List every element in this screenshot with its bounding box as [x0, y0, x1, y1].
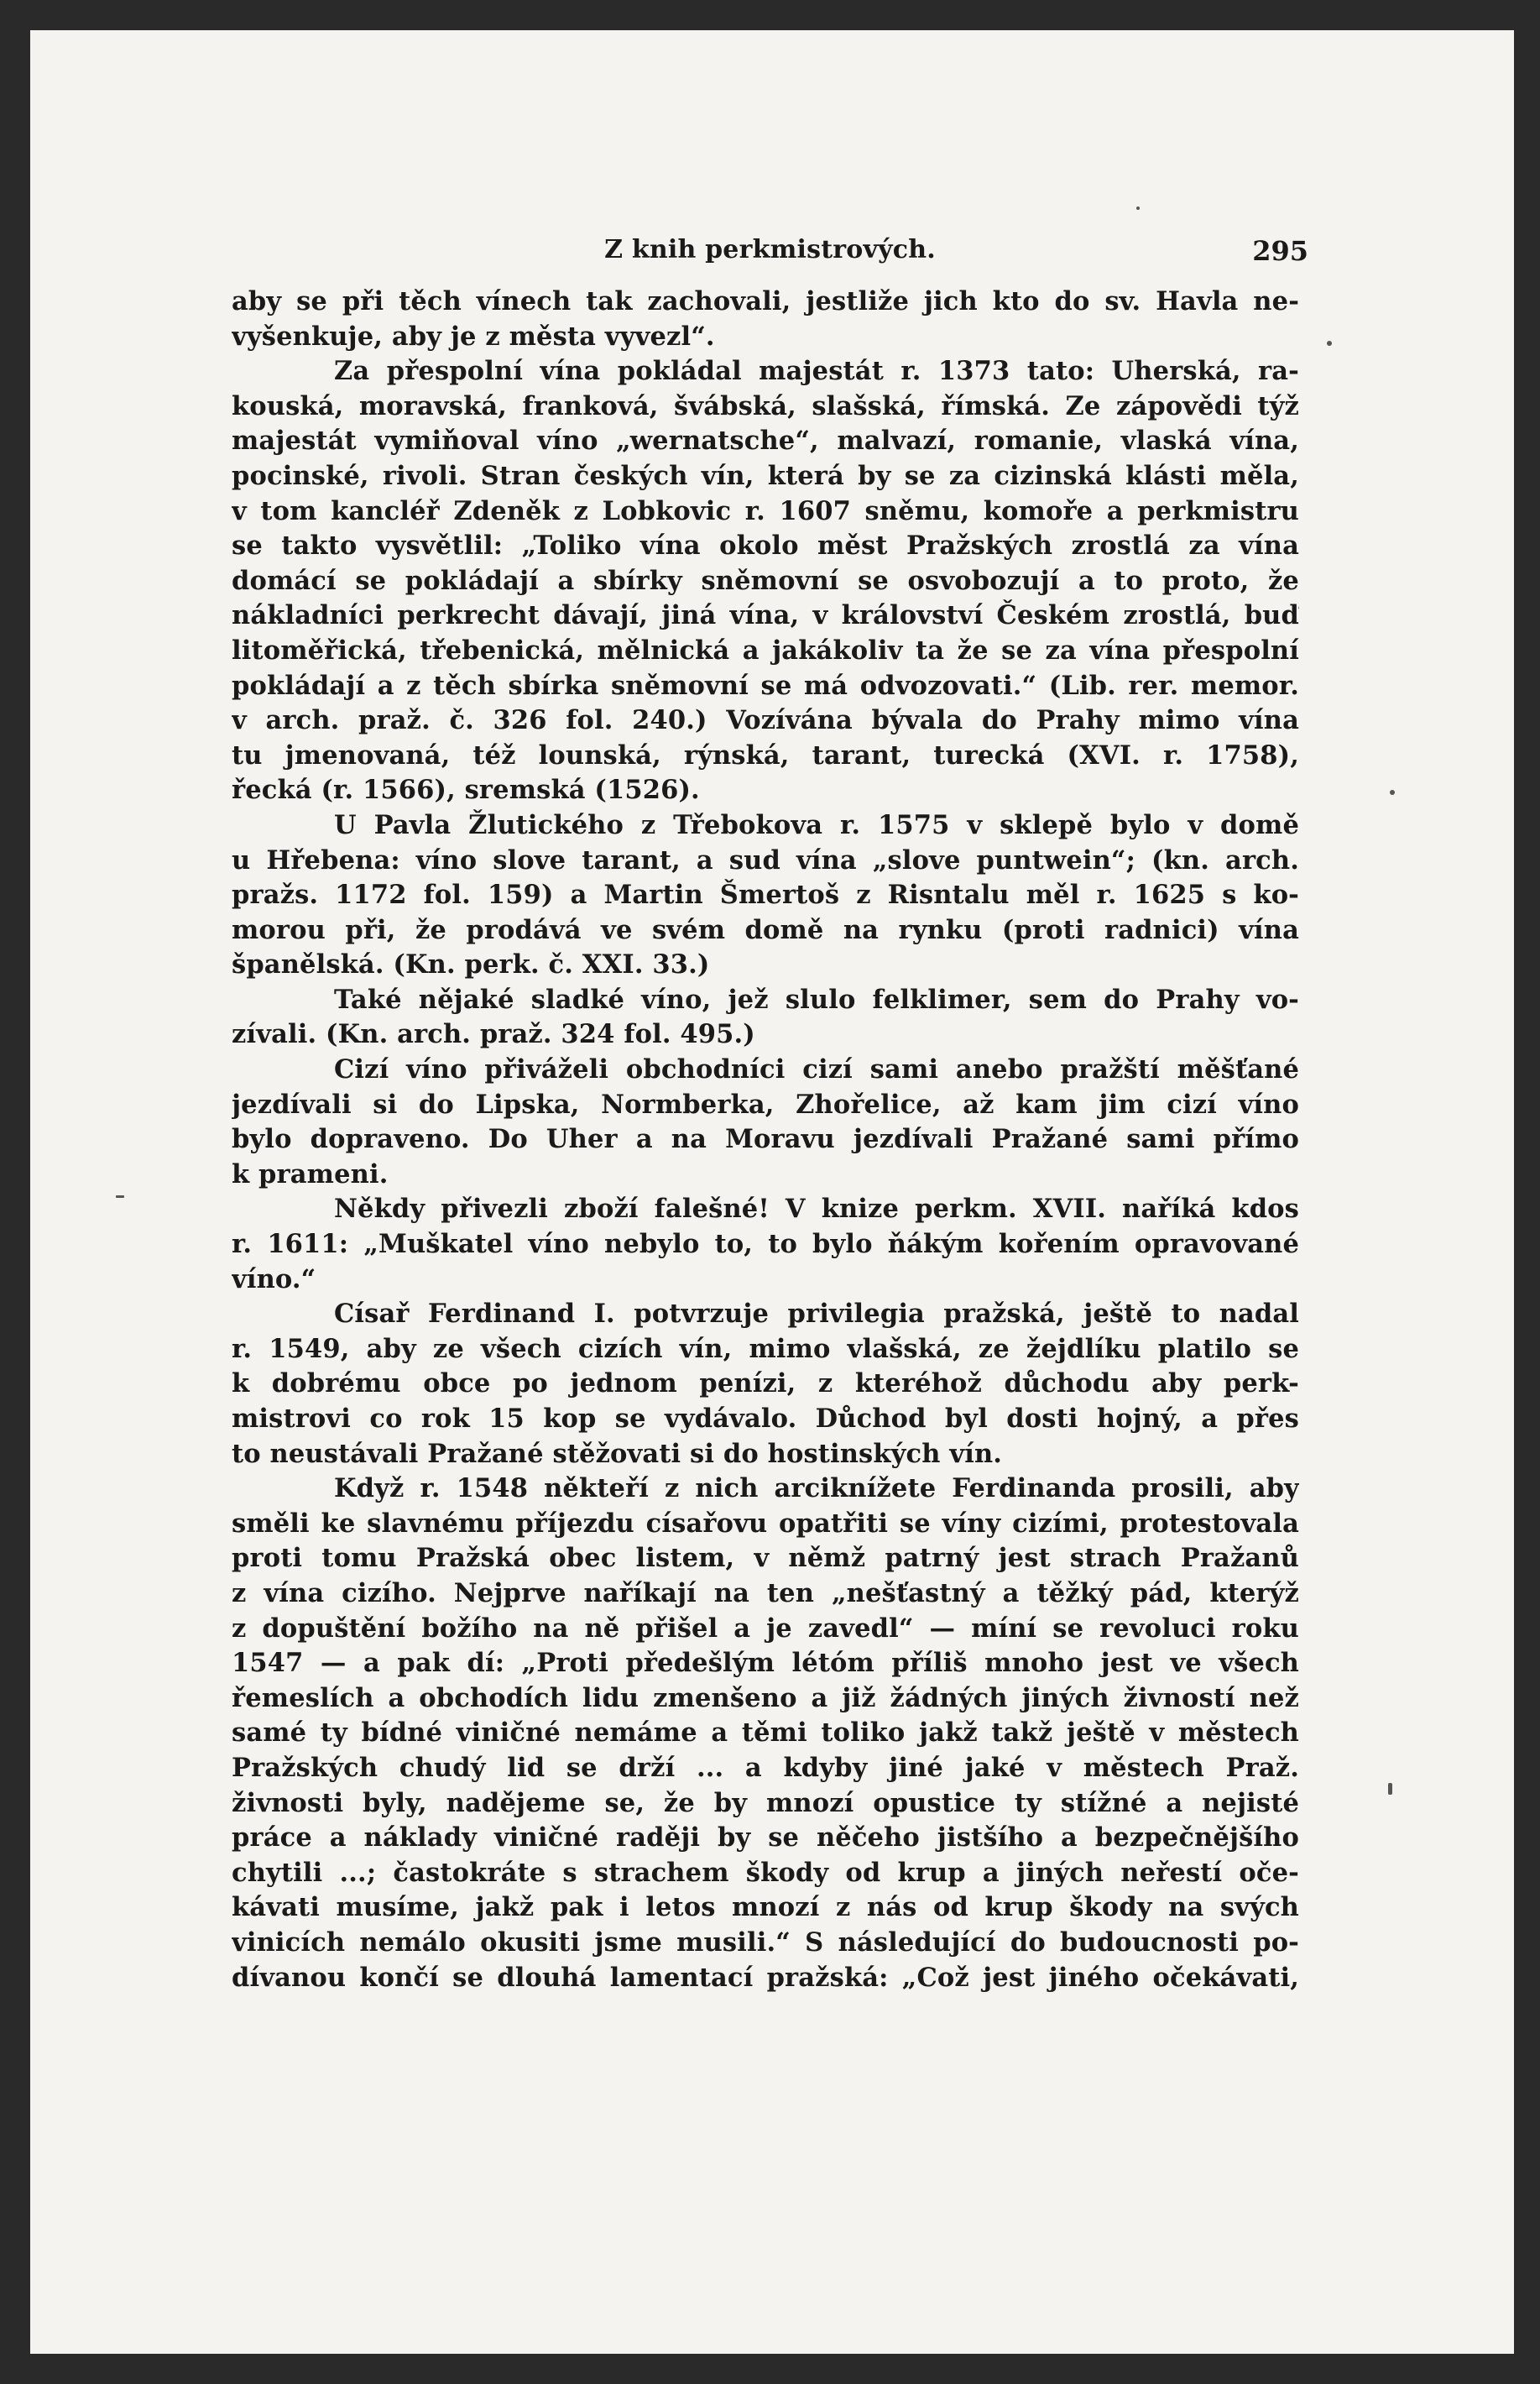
print-speck: [1388, 1783, 1392, 1795]
print-speck: [116, 1195, 124, 1198]
text-line: tu jmenovaná, též lounská, rýnská, tarant, turecká (XVI. r. 1758),: [232, 740, 1299, 771]
body-text: [232, 285, 1299, 1995]
book-page: [30, 30, 1514, 2354]
print-speck: [1390, 790, 1395, 795]
text-line: Pražských chudý lid se drží ... a kdyby jiné jaké v městech Praž.: [232, 1752, 1299, 1783]
text-line: řecká (r. 1566), sremská (1526).: [232, 775, 700, 806]
text-line: domácí se pokládají a sbírky sněmovní se osvobozují a to proto, že: [232, 565, 1299, 596]
text-line: u Hřebena: víno slove tarant, a sud vína „slove puntwein“; (kn. arch.: [232, 844, 1299, 876]
text-line: v arch. praž. č. 326 fol. 240.) Vozívána bývala do Prahy mimo vína: [232, 705, 1299, 736]
text-line: vinicích nemálo okusiti jsme musili.“ S následující do budoucnosti po-: [232, 1927, 1299, 1958]
text-line: litoměřická, třebenická, mělnická a jakákoliv ta že se za vína přespolní: [232, 635, 1299, 666]
text-line: r. 1549, aby ze všech cizích vín, mimo vlašská, ze žejdlíku platilo se: [232, 1333, 1299, 1364]
print-speck: [1327, 341, 1332, 346]
text-line: pokládají a z těch sbírka sněmovní se má odvozovati.“ (Lib. rer. memor.: [232, 670, 1299, 701]
text-line: Někdy přivezli zboží falešné! V knize perkm. XVII. naříká kdos: [334, 1194, 1299, 1225]
text-line: jezdívali si do Lipska, Normberka, Zhořelice, až kam jim cizí víno: [232, 1089, 1299, 1120]
text-line: samé ty bídné viničné nemáme a těmi toliko jakž takž ještě v městech: [232, 1717, 1299, 1749]
text-line: víno.“: [232, 1263, 316, 1294]
text-line: pocinské, rivoli. Stran českých vín, která by se za cizinská klásti měla,: [232, 460, 1299, 491]
text-line: k dobrému obce po jednom penízi, z kteréhož důchodu aby perk-: [232, 1368, 1299, 1399]
text-line: aby se při těch vínech tak zachovali, jestliže jich kto do sv. Havla ne-: [232, 286, 1299, 316]
text-line: práce a náklady viničné raději by se něčeho jistšího a bezpečnějšího: [232, 1822, 1299, 1853]
text-line: z vína cizího. Nejprve naříkají na ten „nešťastný a těžký pád, kterýž: [232, 1577, 1299, 1608]
text-line: morou při, že prodává ve svém domě na rynku (proti radnici) vína: [232, 914, 1299, 945]
text-line: r. 1611: „Muškatel víno nebylo to, to bylo ňákým kořením opravované: [232, 1229, 1299, 1260]
running-head: Z knih perkmistrových.: [604, 235, 936, 264]
text-line: dívanou končí se dlouhá lamentací pražská: „Což jest jiného očekávati,: [232, 1962, 1299, 1993]
text-line: nákladníci perkrecht dávají, jiná vína, v království Českém zrostlá, buď: [232, 600, 1299, 631]
text-line: se takto vysvětlil: „Toliko vína okolo měst Pražských zrostlá za vína: [232, 531, 1299, 562]
text-line: pražs. 1172 fol. 159) a Martin Šmertoš z Risntalu měl r. 1625 s ko-: [232, 880, 1299, 911]
text-line: směli ke slavnému příjezdu císařovu opatřiti se víny cizími, protestovala: [232, 1508, 1299, 1539]
text-line: Také nějaké sladké víno, jež slulo felklimer, sem do Prahy vo-: [334, 984, 1299, 1015]
text-line: proti tomu Pražská obec listem, v němž patrný jest strach Pražanů: [232, 1543, 1299, 1574]
text-line: kávati musíme, jakž pak i letos mnozí z nás od krup škody na svých: [232, 1892, 1299, 1923]
text-line: vyšenkuje, aby je z města vyvezl“.: [232, 321, 715, 352]
text-line: 1547 — a pak dí: „Proti předešlým létóm příliš mnoho jest ve všech: [232, 1648, 1299, 1679]
text-line: řemeslích a obchodích lidu zmenšeno a již žádných jiných živností než: [232, 1682, 1299, 1713]
text-line: zívali. (Kn. arch. praž. 324 fol. 495.): [232, 1019, 755, 1050]
text-line: majestát vymiňoval víno „wernatsche“, malvazí, romanie, vlaská vína,: [232, 426, 1299, 457]
text-line: španělská. (Kn. perk. č. XXI. 33.): [232, 949, 710, 980]
text-line: v tom kancléř Zdeněk z Lobkovic r. 1607 sněmu, komoře a perkmistru: [232, 495, 1299, 526]
text-line: Když r. 1548 někteří z nich arciknížete Ferdinanda prosili, aby: [334, 1473, 1299, 1504]
text-line: mistrovi co rok 15 kop se vydávalo. Důchod byl dosti hojný, a přes: [232, 1404, 1299, 1434]
text-line: z dopuštění božího na ně přišel a je zavedl“ — míní se revoluci roku: [232, 1613, 1299, 1644]
text-line: U Pavla Žlutického z Třebokova r. 1575 v sklepě bylo v domě: [334, 809, 1299, 840]
text-line: chytili ...; častokráte s strachem škody od krup a jiných neřestí oče-: [232, 1857, 1299, 1888]
page-header: [232, 235, 1308, 269]
text-line: Císař Ferdinand I. potvrzuje privilegia pražská, ještě to nadal: [334, 1299, 1299, 1330]
page-number: 295: [1252, 235, 1308, 267]
print-speck: [1136, 207, 1140, 210]
text-line: kouská, moravská, franková, švábská, slašská, římská. Ze zápovědi týž: [232, 390, 1299, 421]
text-line: živnosti byly, nadějeme se, že by mnozí opustice ty stížné a nejisté: [232, 1787, 1299, 1818]
text-line: to neustávali Pražané stěžovati si do hostinských vín.: [232, 1438, 1003, 1469]
text-line: Cizí víno přiváželi obchodníci cizí sami anebo pražští měšťané: [334, 1054, 1299, 1085]
text-line: Za přespolní vína pokládal majestát r. 1373 tato: Uherská, ra-: [334, 356, 1299, 387]
text-line: bylo dopraveno. Do Uher a na Moravu jezdívali Pražané sami přímo: [232, 1124, 1299, 1155]
text-line: k prameni.: [232, 1158, 389, 1189]
